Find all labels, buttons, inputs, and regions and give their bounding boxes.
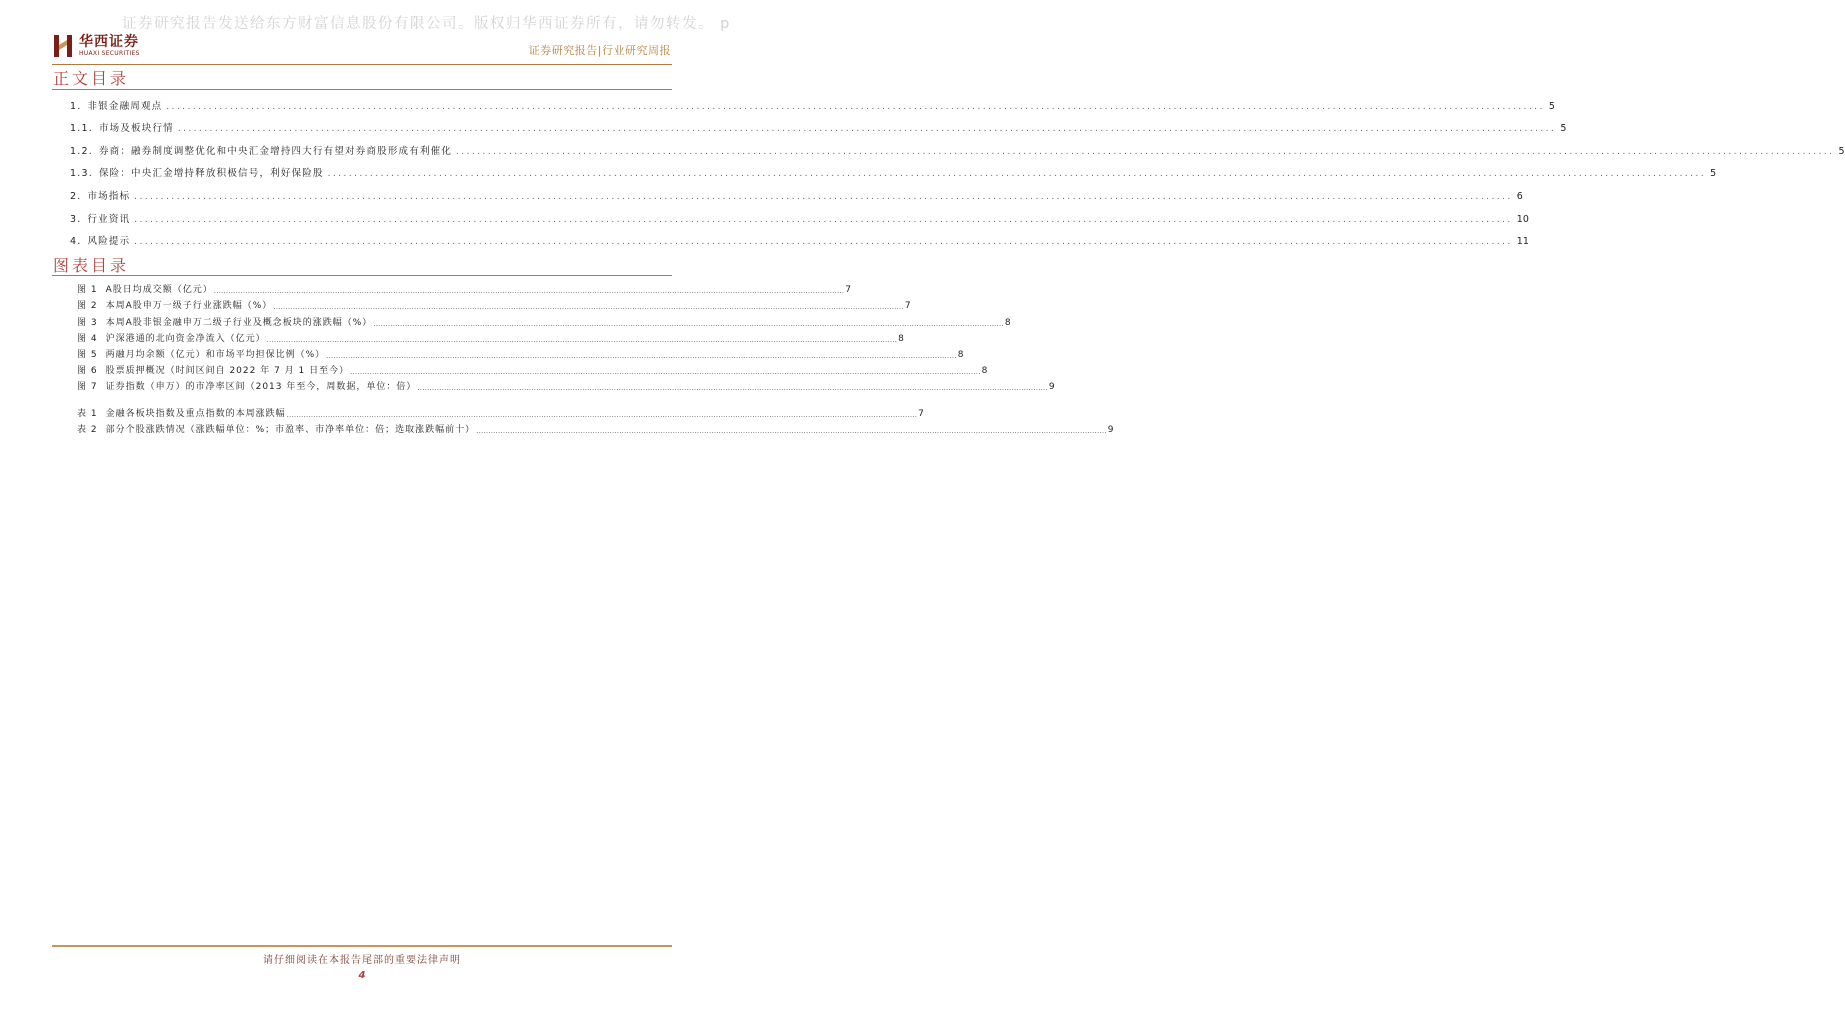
toc-leader-dots: .................................................................................................................................................................................................................................................................... xyxy=(134,191,1513,202)
toc-title: 正文目录 xyxy=(53,69,130,88)
chart-entry-page: 7 xyxy=(904,301,911,312)
toc-entry-number: 1.3. xyxy=(70,168,93,180)
company-logo xyxy=(52,34,140,58)
toc-entry-number: 1.2. xyxy=(70,145,93,157)
chart-entry-label: 图 4 xyxy=(77,333,98,344)
page-number: 4 xyxy=(358,970,366,981)
toc-entry-page: 11 xyxy=(1516,236,1529,248)
header-divider xyxy=(52,64,672,65)
toc-entry[interactable] xyxy=(70,112,1567,135)
figures-title: 图表目录 xyxy=(53,256,130,275)
toc-entry[interactable] xyxy=(70,179,1523,202)
toc-entry-text: 券商：融券制度调整优化和中央汇金增持四大行有望对券商股形成有利催化 xyxy=(98,145,453,157)
toc-entry-text: 市场及板块行情 xyxy=(98,123,174,135)
toc-leader-dots: .................................................................................................................................................................................................................................................................... xyxy=(177,124,1557,135)
chart-entry-title: 本周A股非银金融申万二级子行业及概念板块的涨跌幅（%） xyxy=(105,317,373,328)
toc-entry-page: 10 xyxy=(1516,213,1529,225)
toc-entry[interactable] xyxy=(70,134,1845,157)
leader-dots: .................................................................................................................................................................................................................................................................... xyxy=(350,368,981,377)
chart-entry-title: 两融月均余额（亿元）和市场平均担保比例（%） xyxy=(105,349,326,360)
toc-entry[interactable] xyxy=(70,157,1717,180)
chart-entry[interactable] xyxy=(77,360,988,377)
toc-leader-dots: .................................................................................................................................................................................................................................................................... xyxy=(134,237,1513,248)
leader-dots: .................................................................................................................................................................................................................................................................... xyxy=(476,427,1107,436)
toc-entry-title xyxy=(70,165,324,179)
toc-leader-dots: .................................................................................................................................................................................................................................................................... xyxy=(134,214,1513,225)
toc-entry-page: 5 xyxy=(1710,168,1717,180)
table-entry-title: 部分个股涨跌情况（涨跌幅单位：%；市盈率、市净率单位：倍；选取涨跌幅前十） xyxy=(105,425,476,436)
toc-entry-text: 风险提示 xyxy=(87,236,131,248)
toc-entry-title xyxy=(70,98,162,112)
toc-entry-number: 1.1. xyxy=(70,123,93,135)
toc-entry-page: 5 xyxy=(1548,100,1555,112)
toc-entry[interactable] xyxy=(70,225,1529,248)
toc-entry-text: 非银金融周观点 xyxy=(87,100,163,112)
legal-notice: 请仔细阅读在本报告尾部的重要法律声明 xyxy=(263,955,461,966)
leader-dots: .................................................................................................................................................................................................................................................................... xyxy=(326,351,957,360)
chart-entry-title: 股票质押概况（时间区间自 2022 年 7 月 1 日至今） xyxy=(105,366,350,377)
toc-entry[interactable] xyxy=(70,89,1555,112)
leader-dots: .................................................................................................................................................................................................................................................................... xyxy=(213,287,845,296)
toc-entry-text: 市场指标 xyxy=(87,190,131,202)
toc-leader-dots: .................................................................................................................................................................................................................................................................... xyxy=(166,101,1545,112)
table-entry[interactable] xyxy=(77,419,1114,436)
toc-entry-page: 6 xyxy=(1516,190,1523,202)
toc-entry-text: 行业资讯 xyxy=(87,213,131,225)
toc-entry-text: 保险：中央汇金增持释放积极信号，利好保险股 xyxy=(98,168,324,180)
report-type-label: 证券研究报告|行业研究周报 xyxy=(528,44,671,57)
chart-entry-page: 8 xyxy=(981,366,988,377)
table-entry-label: 表 1 xyxy=(77,409,98,420)
toc-entry-number: 1. xyxy=(70,100,82,112)
logo-name-en: HUAXI SECURITIES xyxy=(79,50,140,57)
toc-entry-page: 5 xyxy=(1838,145,1845,157)
chart-entry-title: 沪深港通的北向资金净流入（亿元） xyxy=(105,333,266,344)
toc-entry-number: 4. xyxy=(70,236,82,248)
chart-entry-label: 图 2 xyxy=(77,301,98,312)
table-list xyxy=(77,403,1114,436)
toc-entry-number: 2. xyxy=(70,190,82,202)
chart-entry-title: A股日均成交额（亿元） xyxy=(105,285,213,296)
figures-title-divider xyxy=(52,275,672,276)
table-entry-title: 金融各板块指数及重点指数的本周涨跌幅 xyxy=(105,409,286,420)
chart-entry[interactable] xyxy=(77,311,1011,328)
toc-entry-page: 5 xyxy=(1560,123,1567,135)
table-entry-label: 表 2 xyxy=(77,425,98,436)
table-of-contents xyxy=(70,89,1845,248)
leader-dots: .................................................................................................................................................................................................................................................................... xyxy=(417,384,1048,393)
chart-entry-page: 7 xyxy=(845,285,852,296)
chart-entry-title: 本周A股申万一级子行业涨跌幅（%） xyxy=(105,301,273,312)
chart-entry[interactable] xyxy=(77,328,904,344)
chart-entry-page: 9 xyxy=(1048,382,1055,393)
toc-entry-title xyxy=(70,211,130,225)
chart-entry[interactable] xyxy=(77,279,852,296)
logo-name-cn: 华西证券 xyxy=(79,34,139,50)
toc-entry-number: 3. xyxy=(70,213,82,225)
toc-leader-dots: .................................................................................................................................................................................................................................................................... xyxy=(327,169,1707,180)
leader-dots: .................................................................................................................................................................................................................................................................... xyxy=(373,319,1004,328)
chart-entry[interactable] xyxy=(77,344,964,360)
toc-leader-dots: .................................................................................................................................................................................................................................................................... xyxy=(456,146,1835,157)
huaxi-logo-icon xyxy=(52,34,74,58)
chart-entry-title: 证券指数（申万）的市净率区间（2013 年至今，周数据，单位：倍） xyxy=(105,382,417,393)
watermark: 证券研究报告发送给东方财富信息股份有限公司。版权归华西证券所有，请勿转发。 p xyxy=(122,16,731,32)
toc-entry-title xyxy=(70,143,452,157)
footer-divider xyxy=(52,945,672,947)
table-entry-page: 7 xyxy=(918,409,924,420)
chart-entry-label: 图 7 xyxy=(77,382,98,393)
toc-entry[interactable] xyxy=(70,202,1529,225)
chart-entry-label: 图 6 xyxy=(77,366,98,377)
toc-entry-title xyxy=(70,188,130,202)
toc-entry-title xyxy=(70,120,174,134)
leader-dots: .................................................................................................................................................................................................................................................................... xyxy=(266,335,898,344)
toc-entry-title xyxy=(70,233,130,247)
chart-entry[interactable] xyxy=(77,376,1055,393)
chart-entry-page: 8 xyxy=(898,333,904,344)
chart-list xyxy=(77,279,1055,393)
table-entry-page: 9 xyxy=(1107,425,1114,436)
chart-entry-page: 8 xyxy=(1004,317,1011,328)
chart-entry-label: 图 1 xyxy=(77,285,98,296)
chart-entry-page: 8 xyxy=(957,349,964,360)
chart-entry-label: 图 3 xyxy=(77,317,98,328)
leader-dots: .................................................................................................................................................................................................................................................................... xyxy=(273,303,904,312)
table-entry[interactable] xyxy=(77,403,924,420)
chart-entry[interactable] xyxy=(77,295,911,312)
chart-entry-label: 图 5 xyxy=(77,349,98,360)
leader-dots: .................................................................................................................................................................................................................................................................... xyxy=(286,411,918,420)
